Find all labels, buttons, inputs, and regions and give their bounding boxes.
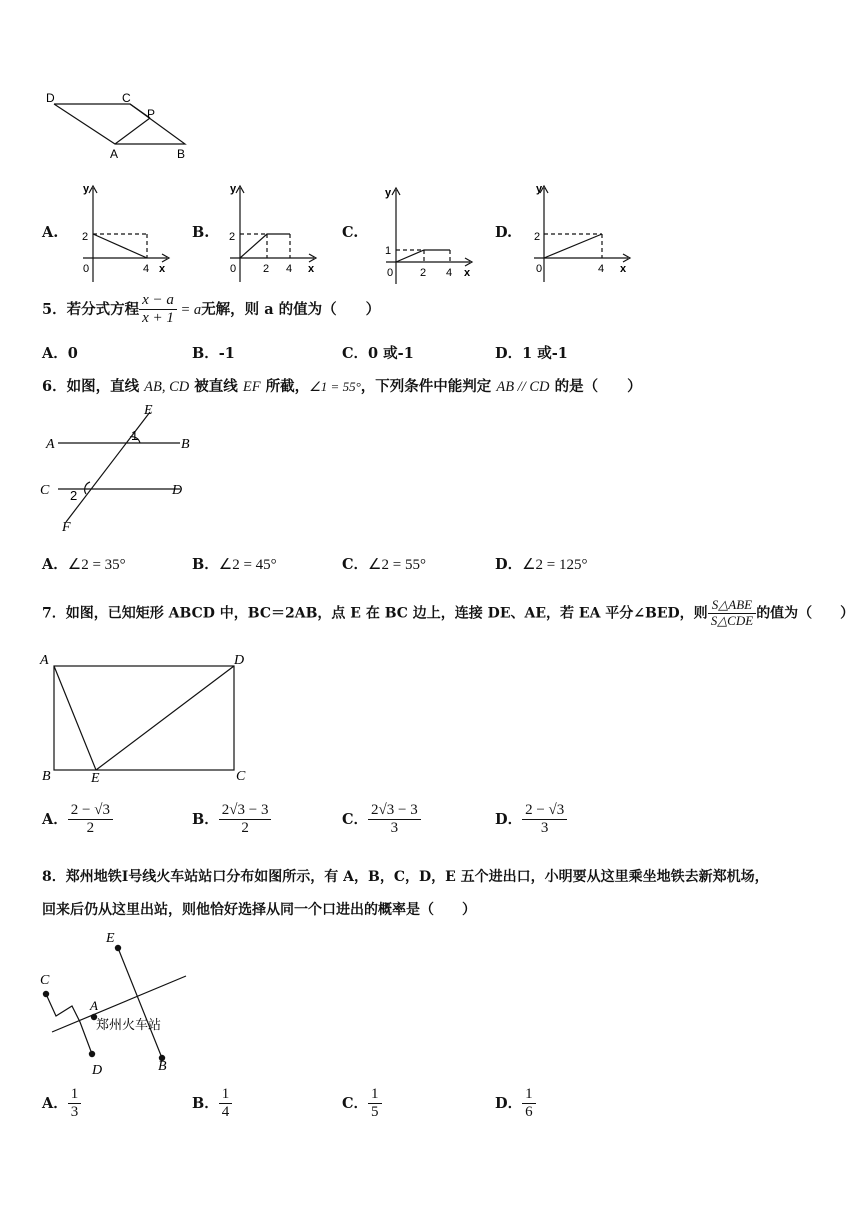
- q8-option-d: D． $\frac{1}{6}$: [495, 1086, 536, 1122]
- svg-text:E: E: [91, 771, 100, 786]
- svg-text:B: B: [158, 1059, 167, 1074]
- svg-text:y: y: [536, 183, 543, 195]
- label-A: A: [110, 147, 119, 161]
- svg-text:2: 2: [420, 267, 427, 279]
- svg-text:E: E: [144, 403, 153, 418]
- q5-option-b: B．-1: [192, 345, 235, 362]
- svg-text:0: 0: [83, 263, 90, 275]
- q5-option-a: A．0: [42, 345, 78, 362]
- label-D: D: [46, 91, 55, 105]
- parallelogram-figure: [40, 88, 200, 166]
- svg-text:4: 4: [446, 267, 453, 279]
- q4-option-b-graph: [222, 178, 322, 284]
- svg-text:郑州火车站: 郑州火车站: [96, 1017, 162, 1032]
- svg-text:D: D: [234, 653, 245, 668]
- svg-text:2: 2: [534, 231, 541, 243]
- svg-text:4: 4: [598, 263, 605, 275]
- q7-option-a: A． $\frac{2 - √3}{2}$: [42, 802, 113, 838]
- q6-option-b: B．∠2 = 45°: [192, 556, 277, 573]
- svg-text:x: x: [620, 263, 627, 275]
- svg-text:A: A: [90, 998, 98, 1013]
- q4-option-c-letter: C.: [342, 224, 359, 241]
- question-8-line-1: 8．郑州地铁I号线火车站站口分布如图所示，有 A，B，C，D，E 五个进出口，小明要从这里乘坐地铁去新郑机场，: [42, 869, 769, 885]
- q4-option-d-graph: [528, 178, 638, 284]
- q4-option-a-letter: A.: [42, 224, 59, 241]
- svg-text:C: C: [40, 483, 50, 498]
- station-map-figure: [36, 928, 192, 1076]
- svg-text:x: x: [308, 263, 315, 275]
- question-8-line-2: 回来后仍从这里出站，则他恰好选择从同一个口进出的概率是（ ）: [42, 902, 476, 918]
- svg-text:y: y: [83, 183, 90, 195]
- q5-option-d: D．1 或-1: [495, 345, 568, 362]
- q4-option-d-letter: D.: [495, 224, 513, 241]
- svg-text:4: 4: [286, 263, 293, 275]
- svg-text:C: C: [40, 973, 50, 988]
- svg-text:E: E: [106, 931, 115, 946]
- svg-text:0: 0: [536, 263, 543, 275]
- svg-text:D: D: [92, 1063, 103, 1076]
- question-7: 7．如图，已知矩形 ABCD 中，BC＝2AB，点 E 在 BC 边上，连接 DE、AE，若 EA 平分∠BED，则 $\frac{\text{S△ABE}}{\text{S△CDE}}$ 的值为（ ）: [42, 597, 855, 628]
- label-C: C: [122, 91, 131, 105]
- svg-text:0: 0: [230, 263, 237, 275]
- svg-text:x: x: [159, 263, 166, 275]
- svg-text:y: y: [385, 187, 392, 199]
- q4-option-b-letter: B.: [192, 224, 210, 241]
- q8-option-c: C． $\frac{1}{5}$: [342, 1086, 382, 1122]
- q5-option-c: C．0 或-1: [342, 345, 414, 362]
- svg-text:F: F: [62, 520, 71, 535]
- svg-text:2: 2: [263, 263, 270, 275]
- svg-text:0: 0: [387, 267, 394, 279]
- q7-option-d: D． $\frac{2 - √3}{3}$: [495, 802, 567, 838]
- q7-option-b: B． $\frac{2√3 - 3}{2}$: [192, 802, 271, 838]
- question-5: 5．若分式方程 $\frac{x - a}{x + 1}$ = a无解，则 a 的值为（ ）: [42, 292, 381, 327]
- q8-option-a: A． $\frac{1}{3}$: [42, 1086, 81, 1122]
- svg-text:1: 1: [385, 245, 392, 257]
- q4-option-c-graph: [378, 180, 478, 286]
- q8-option-b: B． $\frac{1}{4}$: [192, 1086, 232, 1122]
- q6-option-c: C．∠2 = 55°: [342, 556, 426, 573]
- svg-text:2: 2: [82, 231, 89, 243]
- svg-text:D: D: [172, 483, 183, 498]
- question-6: 6．如图，直线 AB, CD 被直线 EF 所截，∠1 = 55°，下列条件中能判定 AB // CD 的是（ ）: [42, 378, 642, 395]
- svg-text:2: 2: [229, 231, 236, 243]
- parallel-lines-figure: [38, 400, 198, 536]
- svg-text:A: A: [40, 653, 49, 668]
- rectangle-figure: [36, 650, 256, 786]
- svg-text:2: 2: [70, 488, 78, 503]
- svg-text:A: A: [46, 437, 55, 452]
- q6-option-d: D．∠2 = 125°: [495, 556, 588, 573]
- svg-text:1: 1: [131, 428, 139, 443]
- q6-option-a: A．∠2 = 35°: [42, 556, 126, 573]
- svg-text:B: B: [42, 769, 51, 784]
- svg-text:B: B: [181, 437, 190, 452]
- svg-text:x: x: [464, 267, 471, 279]
- svg-text:C: C: [236, 769, 246, 784]
- q7-option-c: C． $\frac{2√3 - 3}{3}$: [342, 802, 421, 838]
- label-B: B: [177, 147, 186, 161]
- q4-option-a-graph: [75, 178, 175, 284]
- svg-text:4: 4: [143, 263, 150, 275]
- label-P: P: [147, 107, 156, 121]
- svg-text:y: y: [230, 183, 237, 195]
